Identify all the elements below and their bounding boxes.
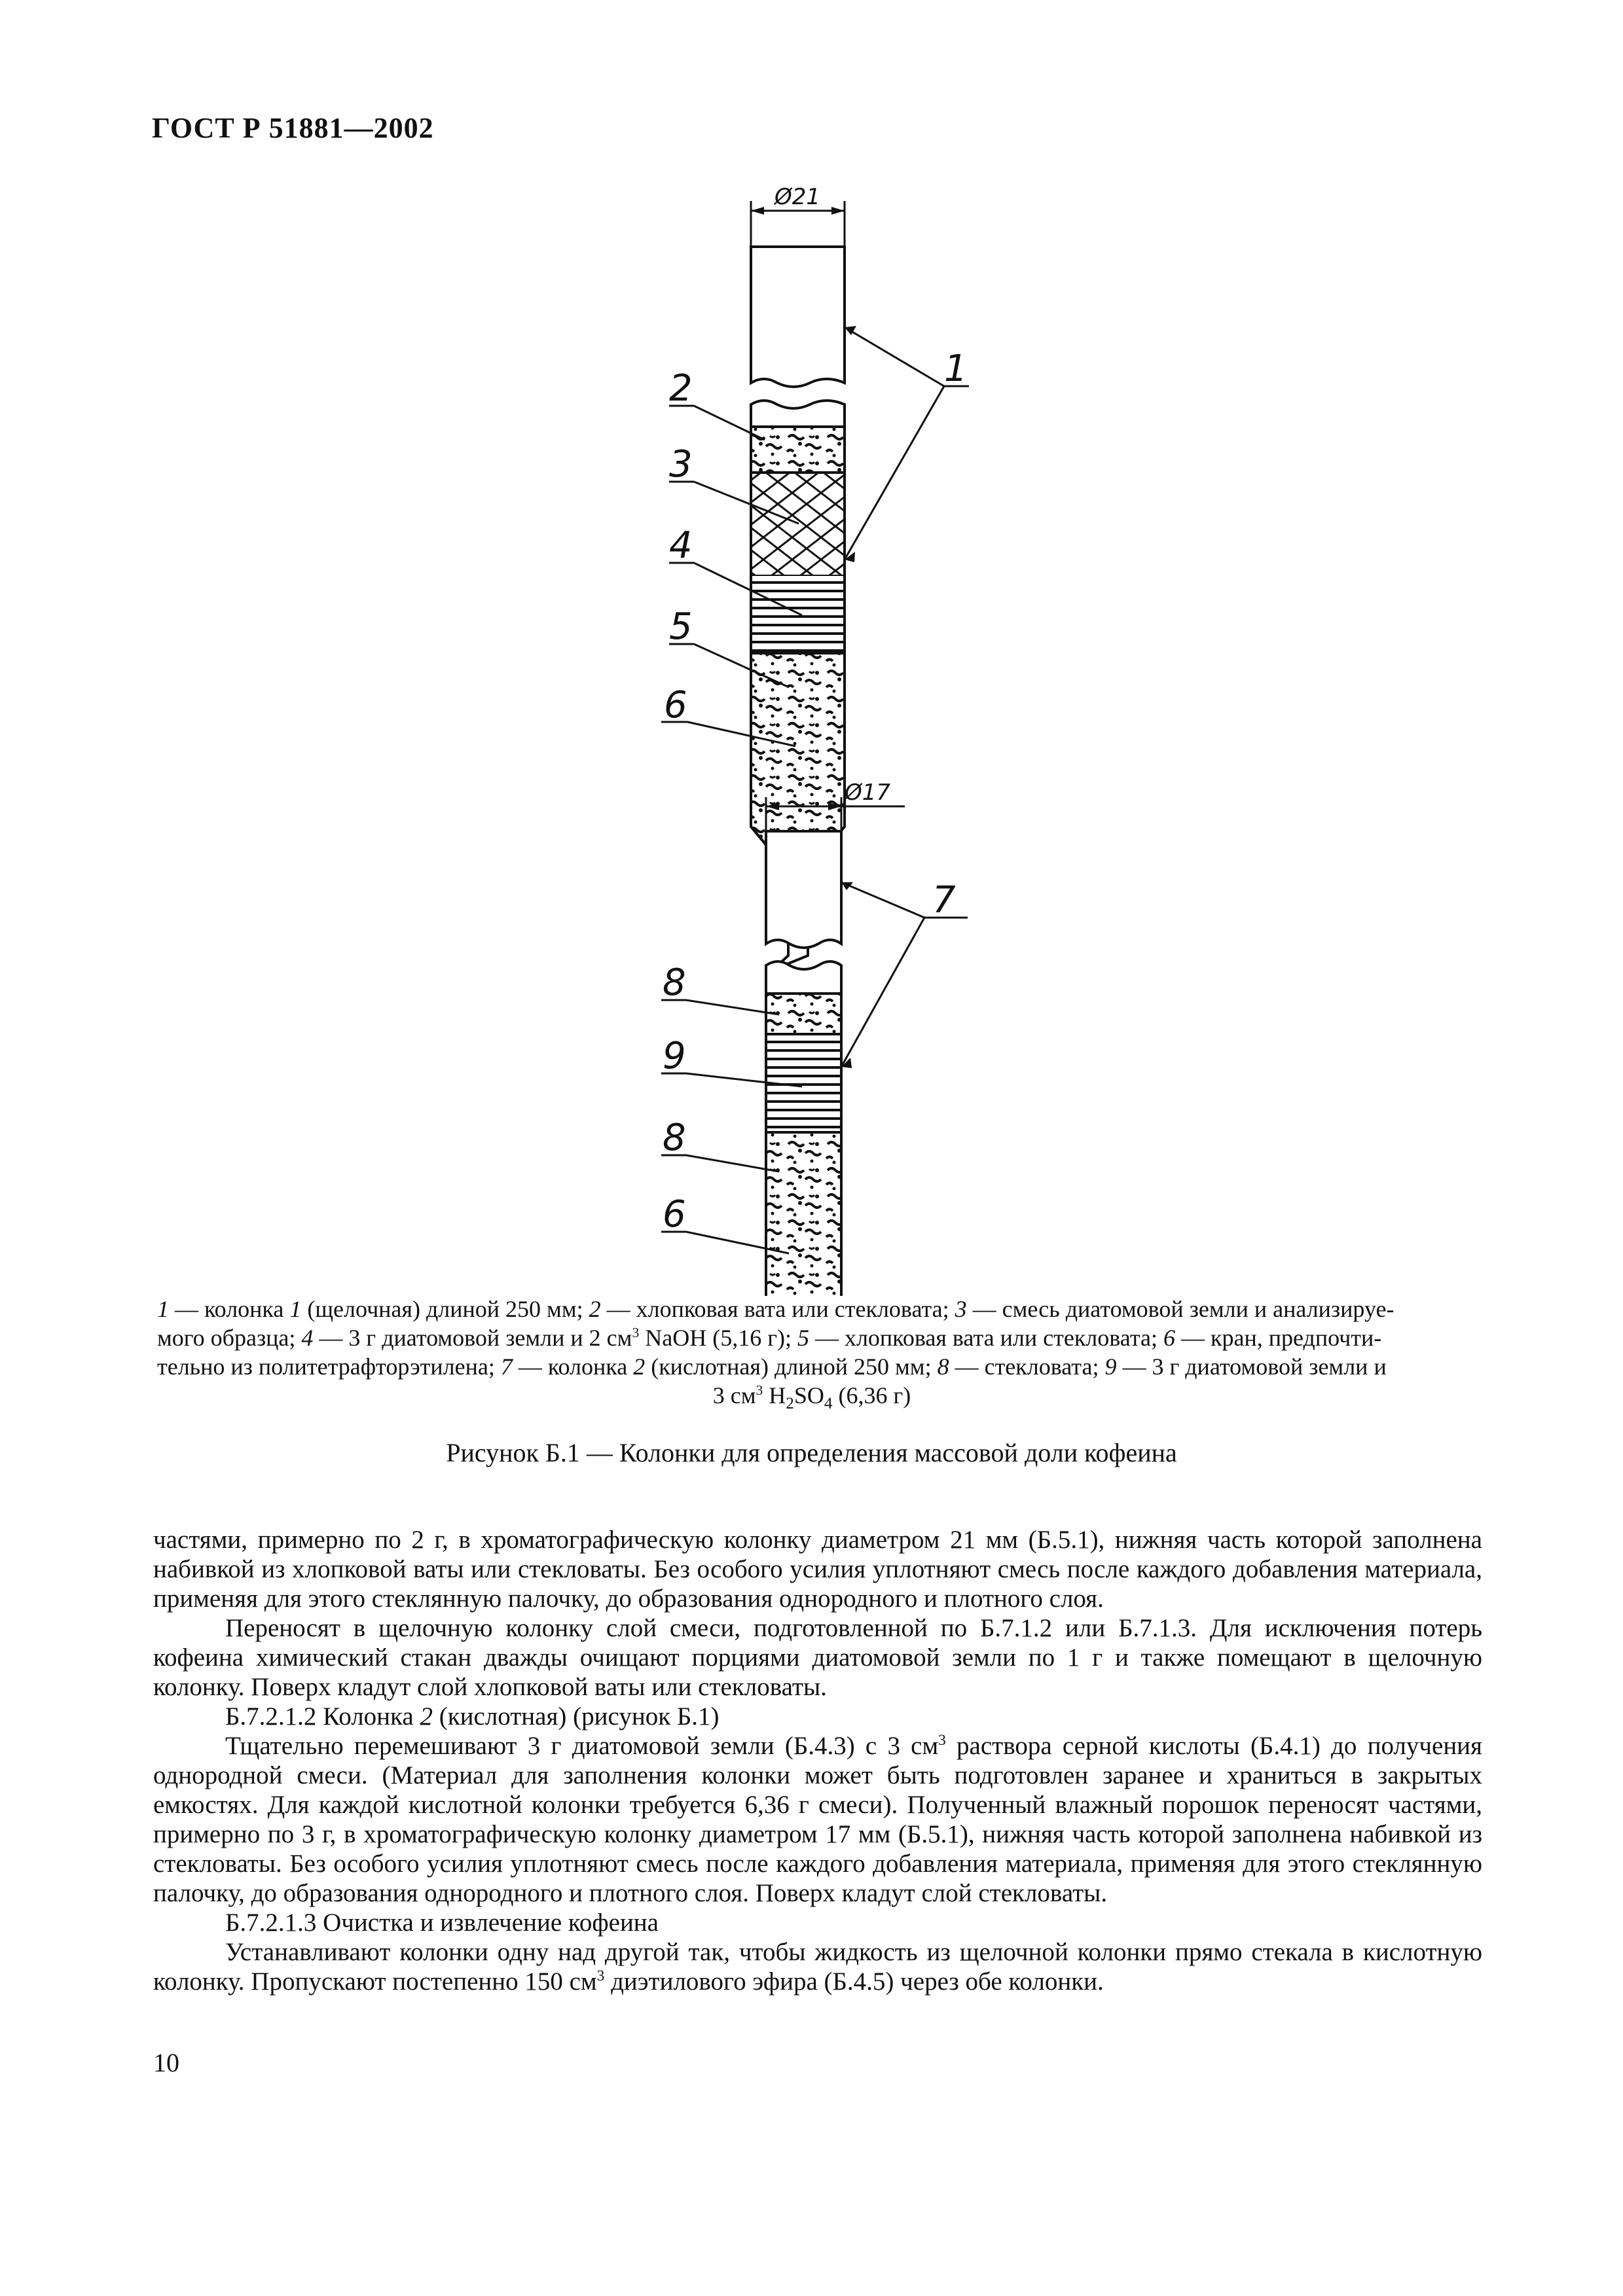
legend-text: (6,36 г) [832, 1382, 911, 1408]
callout-9: 9 [663, 1035, 686, 1077]
legend-sup: 3 [756, 1382, 763, 1398]
dimension-label-d21: Ø21 [774, 184, 821, 210]
legend-line-2 [157, 1323, 1467, 1352]
callout-1: 1 [944, 348, 968, 390]
legend-text: NaOH (5,16 г); [639, 1325, 797, 1351]
callout-4: 4 [669, 524, 693, 567]
callout-8-top: 8 [663, 961, 686, 1004]
callout-2: 2 [669, 367, 693, 410]
legend-num: 2 [633, 1354, 646, 1380]
legend-text: тельно из политетрафторэтилена; [157, 1354, 501, 1380]
callout-5: 5 [669, 605, 693, 648]
legend-text: — хлопковая вата или стекловата; [809, 1325, 1163, 1351]
legend-num: 4 [301, 1325, 314, 1351]
legend-text: 3 см [712, 1382, 756, 1408]
paragraph-6 [153, 1937, 1482, 1996]
heading-text: Б.7.2.1.2 Колонка [225, 1702, 420, 1731]
page-number: 10 [153, 2048, 179, 2077]
legend-text: — 3 г диатомовой земли и 2 см [313, 1325, 632, 1351]
legend-num: 8 [937, 1354, 949, 1380]
legend-num: 3 [955, 1296, 967, 1322]
figure-caption: Рисунок Б.1 — Колонки для определения массовой доли кофеина [446, 1438, 1177, 1467]
legend-text: SO [793, 1382, 824, 1408]
column-2-drawing [661, 780, 968, 1296]
dimension-label-d17: Ø17 [845, 780, 891, 806]
paragraph-2: Переносят в щелочную колонку слой смеси, подготовленной по Б.7.1.2 или Б.7.1.3. Для исключения потерь кофеина химический стакан дважды очищают порциями диатомовой земли по 1 г и также помещают в щелочную колонку. Поверх кладут слой хлопковой ваты или стекловаты. [153, 1614, 1482, 1701]
paragraph-text: Тщательно перемешивают 3 г диатомовой земли (Б.4.3) с 3 см [225, 1732, 939, 1760]
legend-text: — 3 г диатомовой земли и [1116, 1354, 1387, 1380]
legend-text: (щелочная) длиной 250 мм; [301, 1296, 589, 1322]
legend-line-4 [157, 1381, 1467, 1413]
legend-text: — колонка [169, 1296, 290, 1322]
heading-text: (кислотная) (рисунок Б.1) [432, 1702, 720, 1731]
legend-text: мого образца; [157, 1325, 302, 1351]
section-heading-b7212 [153, 1702, 1482, 1731]
paragraph-text: Устанавливают колонки одну над другой так, чтобы жидкость из щелочной колонки прямо стекала в кислотную колонку. Пропускают постепенно 150 см [153, 1938, 1482, 1996]
legend-text: (кислотная) длиной 250 мм; [645, 1354, 938, 1380]
legend-text: H [763, 1382, 786, 1408]
legend-sup: 3 [632, 1325, 640, 1340]
document-header: ГОСТ Р 51881—2002 [152, 112, 434, 144]
legend-text: — колонка [512, 1354, 634, 1380]
legend-text: — стекловата; [949, 1354, 1105, 1380]
legend-text: — смесь диатомовой земли и анализируе- [966, 1296, 1395, 1322]
callout-6: 6 [664, 684, 687, 726]
legend-num: 1 [289, 1296, 302, 1322]
paragraph-sup: 3 [596, 1967, 605, 1984]
section-heading-b7213: Б.7.2.1.3 Очистка и извлечение кофеина [225, 1909, 659, 1937]
legend-text: — кран, предпочти- [1175, 1325, 1382, 1351]
legend-num: 2 [589, 1296, 601, 1322]
paragraph-text: диэтилового эфира (Б.4.5) через обе колонки. [604, 1967, 1104, 1996]
legend-num: 9 [1104, 1354, 1117, 1380]
legend-num: 7 [500, 1354, 513, 1380]
legend-text: — хлопковая вата или стекловата; [600, 1296, 955, 1322]
legend-sub: 2 [786, 1395, 794, 1413]
legend-line-1 [157, 1295, 1467, 1323]
paragraph-4 [153, 1731, 1482, 1908]
heading-num: 2 [420, 1702, 433, 1731]
callout-8-bottom: 8 [663, 1117, 686, 1159]
body-text [153, 1525, 1482, 1996]
legend-num: 5 [797, 1325, 809, 1351]
paragraph-sup: 3 [938, 1732, 946, 1749]
figure-legend [157, 1295, 1467, 1413]
legend-sub: 4 [824, 1395, 833, 1413]
callout-3: 3 [669, 443, 693, 486]
paragraph-1: частями, примерно по 2 г, в хроматографическую колонку диаметром 21 мм (Б.5.1), нижняя часть которой заполнена набивкой из хлопковой ваты или стекловаты. Без особого усилия уплотняют смесь после каждого добавления материала, применяя для этого стеклянную палочку, до образования однородного и плотного слоя. [153, 1526, 1482, 1613]
paragraph-text: раствора серной кислоты (Б.4.1) до получения однородной смеси. (Материал для заполнения колонки может быть подготовлен заранее и храниться в закрытых емкостях. Для каждой кислотной колонки требуется 6,36 г смеси). Полученный влажный порошок переносят частями, примерно по 3 г, в хроматографическую колонку диаметром 17 мм (Б.5.1), нижняя часть которой заполнена набивкой из стекловаты. Без особого усилия уплотняют смесь после каждого добавления материала, применяя для этого стеклянную палочку, до образования однородного и плотного слоя. Поверх кладут слой стекловаты. [153, 1732, 1482, 1907]
legend-num: 6 [1163, 1325, 1175, 1351]
callout-7: 7 [932, 879, 956, 922]
callout-6-lower: 6 [663, 1193, 686, 1236]
legend-line-3 [157, 1352, 1467, 1381]
figure-columns [0, 170, 1623, 1299]
legend-num: 1 [157, 1296, 169, 1322]
